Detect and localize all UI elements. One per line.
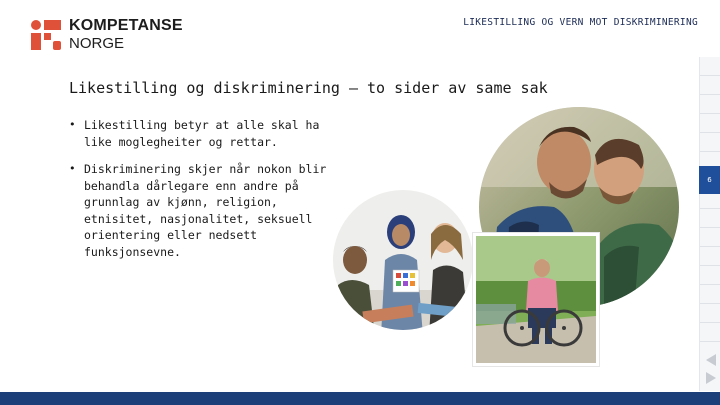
page-number-tab[interactable]: 6 (699, 166, 720, 194)
photo-group (330, 187, 476, 333)
triangle-left-icon[interactable] (706, 354, 716, 366)
bullet-list (69, 117, 339, 271)
triangle-right-icon[interactable] (706, 372, 716, 384)
logo-wordmark (69, 18, 183, 51)
slide-title: Likestilling og diskriminering – to sider av same sak (69, 79, 548, 97)
logo-line-2: NORGE (69, 35, 125, 52)
bullet-item: • Likestilling betyr at alle skal ha like moglegheiter og rettar. (69, 117, 339, 150)
side-nav-strip (699, 57, 720, 391)
photo-wheelchair (473, 233, 599, 366)
logo-line-1: KOMPETANSE (69, 17, 183, 34)
header-title: LIKESTILLING OG VERN MOT DISKRIMINERING (463, 17, 698, 28)
logo-mark-icon (31, 20, 61, 50)
footer-bar (0, 392, 720, 405)
logo (31, 18, 183, 51)
bullet-item: • Diskriminering skjer når nokon blir behandla dårlegare enn andre på grunnlag av kjønn, religion, etnisitet, nasjonalitet, seksuell orientering eller nedsett funksjonsevne. (69, 161, 339, 260)
